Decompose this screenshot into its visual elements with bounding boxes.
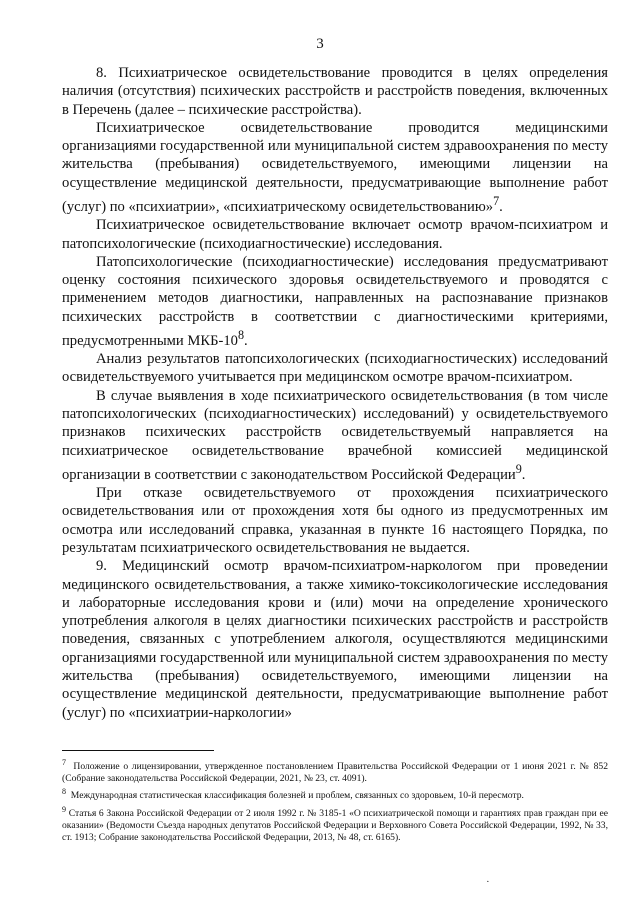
paragraph-organizations: Психиатрическое освидетельствование проводится медицинскими организациями государственной или муниципальной систем здравоохранения по месту жительства (пребывания) освидетельствуемого, имеющими лицензии на осуществление медицинской деятельности, предусматривающие выполнение работ (услуг) по «психиатрии», «психиатрическому освидетельствованию»$^7$. — [62, 119, 608, 215]
footnote-9: $^9$ Статья 6 Закона Российской Федерации от 2 июля 1992 г. № 3185-1 «О психиатрической помощи и гарантиях прав граждан при ее оказании» (Ведомости Съезда народных депутатов Российской Федерации и Верховного Совета Российской Федерации, 1992, № 33, ст. 1913; Собрание законодательства Российской Федерации, 2013, № 48, ст. 6165). — [62, 804, 608, 844]
footnote-ref-7: 7 — [493, 194, 500, 209]
stray-mark: · — [486, 876, 490, 888]
paragraph-refusal: При отказе освидетельствуемого от прохождения психиатрического освидетельствования или от прохождения хотя бы одного из предусмотренных им осмотра или исследований справка, указанная в пункте 16 настоящего Порядка, по результатам психиатрического освидетельствования не выдается. — [62, 485, 608, 556]
paragraph-item-8: 8. Психиатрическое освидетельствование проводится в целях определения наличия (отсутствия) психических расстройств и расстройств поведения, включенных в Перечень (далее – психические расстройства). — [62, 65, 608, 118]
paragraph-pathopsychology: Патопсихологические (психодиагностические) исследования предусматривают оценку состояния психического здоровья освидетельствуемого и проводятся с применением методов диагностики, направленных на распознавание признаков психических расстройств в соответствии с диагностическими критериями, предусмотренными МКБ-$10^8$. — [62, 253, 608, 349]
paragraph-analysis: Анализ результатов патопсихологических (психодиагностических) исследований освидетельствуемого учитывается при медицинском осмотре врачом-психиатром. — [62, 351, 608, 386]
footnotes — [62, 757, 608, 845]
footnote-ref-8: 8 — [237, 328, 245, 343]
footnote-8: $^8$ Международная статистическая классификация болезней и проблем, связанных со здоровьем, 10-й пересмотр. — [62, 787, 524, 802]
footnote-ref-9: 9 — [515, 461, 522, 476]
main-text — [62, 64, 608, 722]
paragraph-item-9: 9. Медицинский осмотр врачом-психиатром-наркологом при проведении медицинского освидетельствования, а также химико-токсикологические исследования и лабораторные исследования крови и (или) мочи на определение хронического употребления алкоголя в целях диагностики психических расстройств и расстройств поведения, связанных с употреблением алкоголя, осуществляются медицинскими организациями государственной или муниципальной систем здравоохранения по месту жительства (пребывания) освидетельствуемого, имеющими лицензии на осуществление медицинской деятельности, предусматривающие выполнение работ (услуг) по «психиатрии-наркологии» — [62, 558, 608, 721]
footnote-7: $^7$ Положение о лицензировании, утвержденное постановлением Правительства Российской Федерации от 1 июня 2021 г. № 852 (Собрание законодательства Российской Федерации, 2021, № 23, ст. 4091). — [62, 758, 609, 785]
paragraph-includes: Психиатрическое освидетельствование включает осмотр врачом-психиатром и патопсихологические (психодиагностические) исследования. — [62, 217, 608, 252]
paragraph-referral: В случае выявления в ходе психиатрического освидетельствования (в том числе патопсихологических (психодиагностических) исследований) у освидетельствуемого признаков психических расстройств освидетельствуемый направляется на психиатрическое освидетельствование врачебной комиссией медицинской организации в соответствии с законодательством Российской Федерации$^9$. — [62, 387, 608, 483]
footnote-divider — [62, 750, 214, 751]
page-number: 3 — [316, 36, 324, 52]
